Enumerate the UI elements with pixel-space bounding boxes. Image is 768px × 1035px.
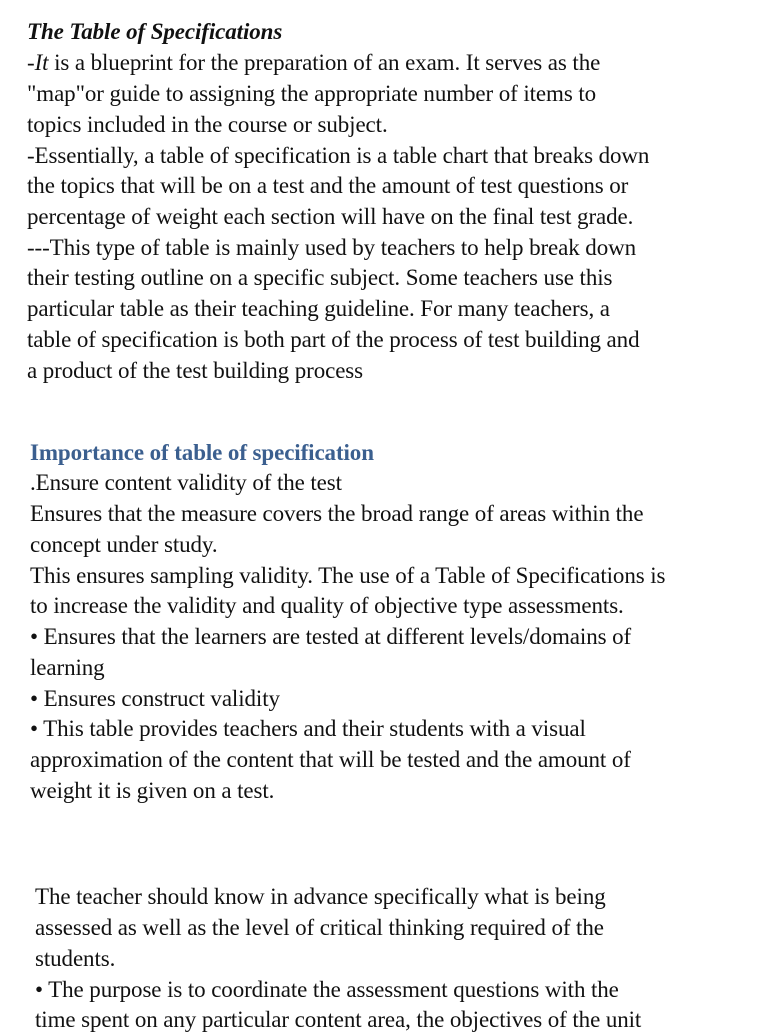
importance-line-10: approximation of the content that will be tested and the amount of bbox=[30, 747, 631, 772]
intro-line-6: percentage of weight each section will have on the final test grade. bbox=[27, 204, 634, 229]
intro-italic-word: It bbox=[34, 50, 49, 75]
intro-line-8: their testing outline on a specific subject. Some teachers use this bbox=[27, 265, 613, 290]
teacher-bullet-1: • The purpose is to coordinate the assessment questions with the bbox=[35, 977, 619, 1002]
importance-bullet-2: • Ensures construct validity bbox=[30, 686, 280, 711]
importance-line-2: Ensures that the measure covers the broad range of areas within the bbox=[30, 501, 644, 526]
importance-line-4: This ensures sampling validity. The use of a Table of Specifications is bbox=[30, 563, 666, 588]
intro-line-3: topics included in the course or subject. bbox=[27, 112, 388, 137]
intro-line-9: particular table as their teaching guideline. For many teachers, a bbox=[27, 296, 610, 321]
intro-line-5: the topics that will be on a test and the amount of test questions or bbox=[27, 173, 629, 198]
intro-line-1 bbox=[27, 48, 600, 78]
intro-line-11: a product of the test building process bbox=[27, 358, 364, 383]
importance-line-5: to increase the validity and quality of objective type assessments. bbox=[30, 593, 624, 618]
importance-line-7: learning bbox=[30, 655, 105, 680]
importance-line-1: .Ensure content validity of the test bbox=[30, 470, 342, 495]
importance-heading: Importance of table of specification bbox=[30, 440, 374, 465]
intro-line-10: table of specification is both part of the process of test building and bbox=[27, 327, 640, 352]
doc-title: The Table of Specifications bbox=[27, 19, 283, 44]
intro-line-4: -Essentially, a table of specification is a table chart that breaks down bbox=[27, 143, 650, 168]
teacher-line-5: time spent on any particular content area, the objectives of the unit bbox=[35, 1007, 642, 1032]
importance-line-11: weight it is given on a test. bbox=[30, 778, 275, 803]
teacher-line-3: students. bbox=[35, 946, 116, 971]
intro-line-1-text: is a blueprint for the preparation of an exam. It serves as the bbox=[48, 50, 601, 75]
intro-dash: - bbox=[27, 50, 35, 75]
intro-line-7: ---This type of table is mainly used by teachers to help break down bbox=[27, 235, 637, 260]
importance-bullet-3: • This table provides teachers and their students with a visual bbox=[30, 716, 586, 741]
intro-line-2: "map"or guide to assigning the appropriate number of items to bbox=[27, 81, 597, 106]
importance-line-3: concept under study. bbox=[30, 532, 218, 557]
teacher-line-1: The teacher should know in advance specifically what is being bbox=[35, 884, 606, 909]
teacher-line-2: assessed as well as the level of critical thinking required of the bbox=[35, 915, 604, 940]
importance-bullet-1: • Ensures that the learners are tested at different levels/domains of bbox=[30, 624, 632, 649]
